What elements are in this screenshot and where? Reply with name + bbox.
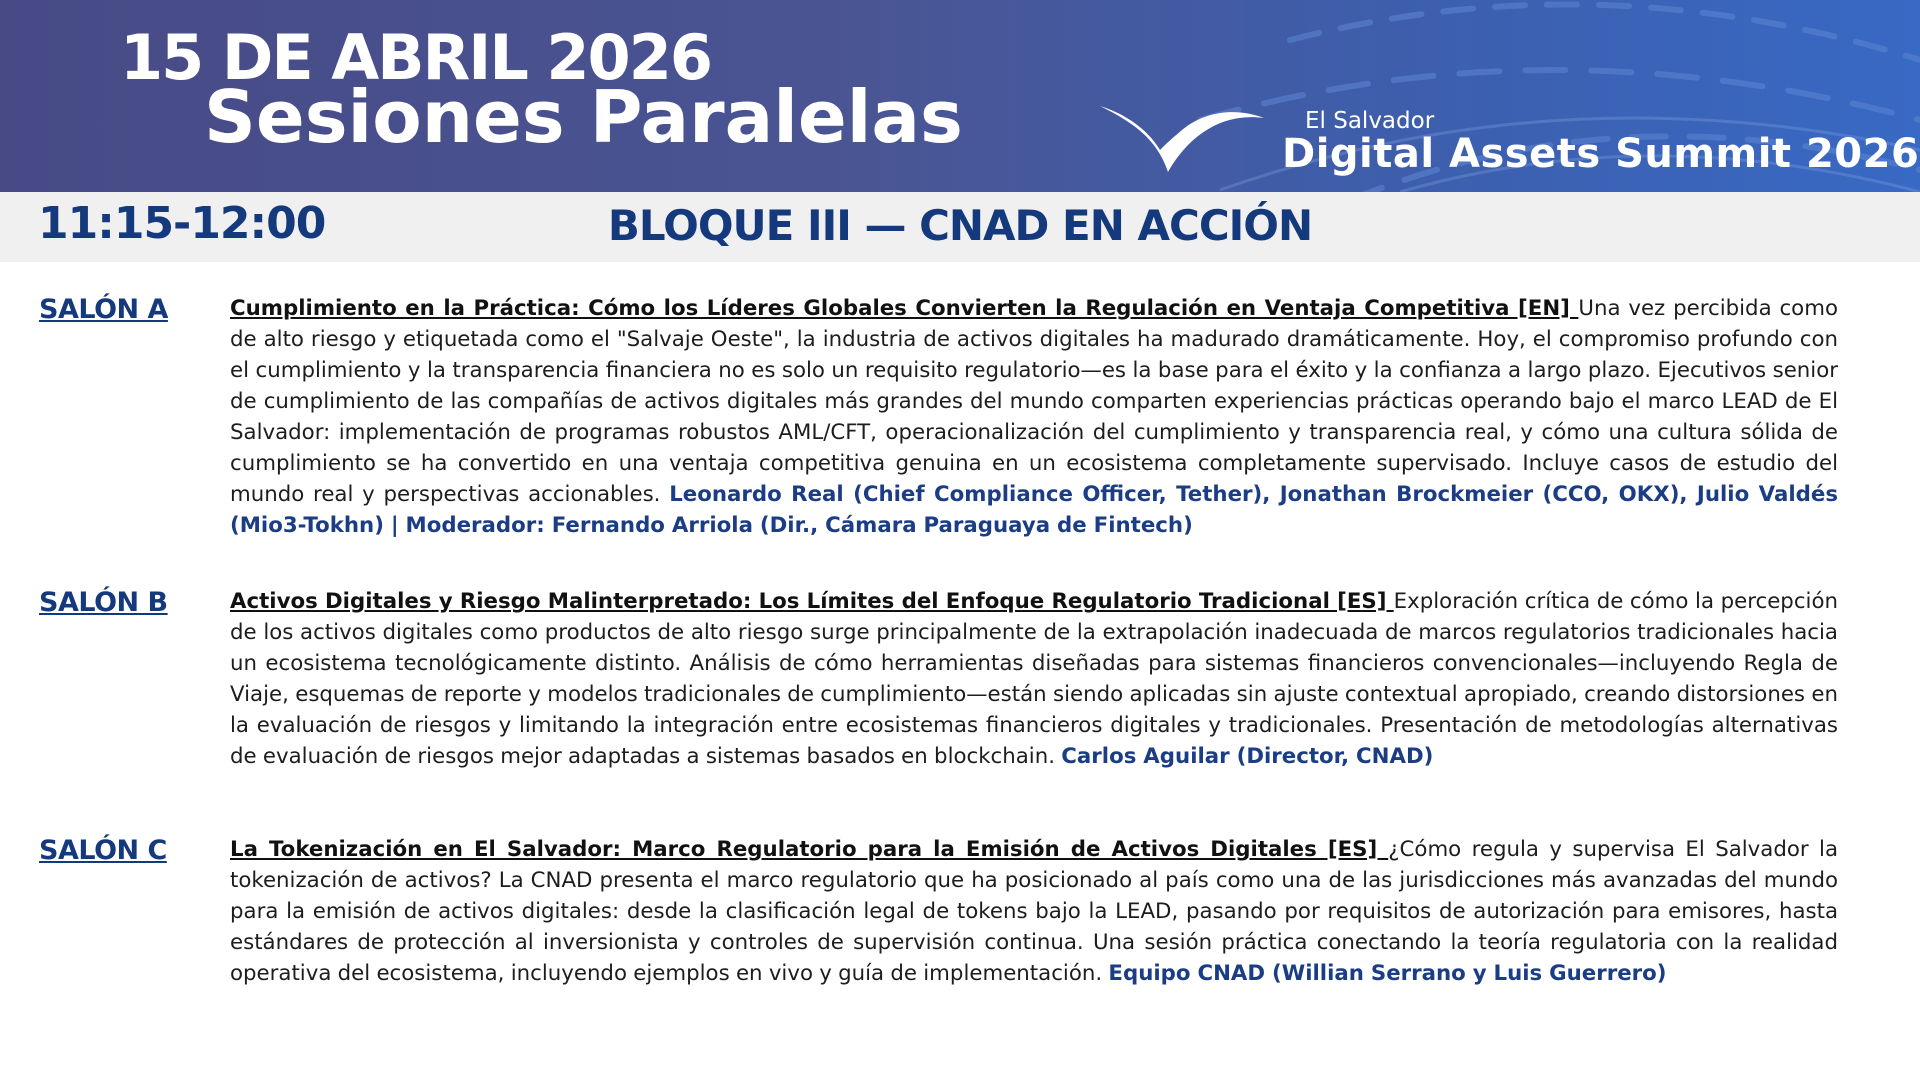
block-title: BLOQUE III — CNAD EN ACCIÓN — [607, 201, 1313, 250]
event-date: 15 DE ABRIL 2026 — [120, 21, 711, 94]
room-label: SALÓN B — [39, 587, 168, 618]
session-title: La Tokenización en El Salvador: Marco Regulatorio para la Emisión de Activos Digitales [ES] — [230, 837, 1389, 862]
session-speakers: Carlos Aguilar (Director, CNAD) — [1061, 744, 1434, 769]
session-text — [230, 586, 1838, 772]
page-title: Sesiones Paralelas — [204, 75, 963, 159]
bird-logo-icon — [1098, 100, 1268, 178]
session-speakers: Leonardo Real (Chief Compliance Officer, Tether), Jonathan Brockmeier (CCO, OKX), Julio Valdés (Mio3-Tokhn) | Moderador: Fernando Arriola (Dir., Cámara Paraguaya de Fintech) — [230, 482, 1838, 538]
header-banner — [0, 0, 1920, 192]
logo-event-name: Digital Assets Summit 2026 — [1282, 131, 1920, 177]
session-title: Activos Digitales y Riesgo Malinterpretado: Los Límites del Enfoque Regulatorio Tradicional [ES] — [230, 589, 1394, 614]
session-title: Cumplimiento en la Práctica: Cómo los Líderes Globales Convierten la Regulación en Ventaja Competitiva [EN] — [230, 296, 1579, 321]
session-speakers: Equipo CNAD (Willian Serrano y Luis Guerrero) — [1108, 961, 1667, 986]
room-label: SALÓN A — [39, 294, 168, 325]
session-time: 11:15-12:00 — [38, 198, 326, 249]
session-description: Una vez percibida como de alto riesgo y etiquetada como el "Salvaje Oeste", la industria de activos digitales ha madurado dramáticamente. Hoy, el compromiso profundo con el cumplimiento y la transparencia financiera no es solo un requisito regulatorio—es la base para el éxito y la confianza a largo plazo. Ejecutivos senior de cumplimiento de las compañías de activos digitales más grandes del mundo comparten experiencias prácticas operando bajo el marco LEAD de El Salvador: implementación de programas robustos AML/CFT, operacionalización del cumplimiento y transparencia real, y cómo una cultura sólida de cumplimiento se ha convertido en una ventaja competitiva genuina en un ecosistema completamente supervisado. Incluye casos de estudio del mundo real y perspectivas accionables. — [230, 296, 1838, 507]
logo-country-text: El Salvador — [1305, 108, 1435, 134]
time-bar — [0, 192, 1920, 262]
room-label: SALÓN C — [39, 835, 167, 866]
session-text — [230, 834, 1838, 989]
session-description: ¿Cómo regula y supervisa El Salvador la tokenización de activos? La CNAD presenta el marco regulatorio que ha posicionado al país como una de las jurisdicciones más avanzadas del mundo para la emisión de activos digitales: desde la clasificación legal de tokens bajo la LEAD, pasando por requisitos de autorización para emisores, hasta estándares de protección al inversionista y controles de supervisión continua. Una sesión práctica conectando la teoría regulatoria con la realidad operativa del ecosistema, incluyendo ejemplos en vivo y guía de implementación. — [230, 837, 1838, 986]
session-description: Exploración crítica de cómo la percepción de los activos digitales como productos de alto riesgo surge principalmente de la extrapolación inadecuada de marcos regulatorios tradicionales hacia un ecosistema tecnológicamente distinto. Análisis de cómo herramientas diseñadas para sistemas financieros convencionales—incluyendo Regla de Viaje, esquemas de reporte y modelos tradicionales de cumplimiento—están siendo aplicadas sin ajuste contextual apropiado, creando distorsiones en la evaluación de riesgos y limitando la integración entre ecosistemas financieros digitales y tradicionales. Presentación de metodologías alternativas de evaluación de riesgos mejor adaptadas a sistemas basados en blockchain. — [230, 589, 1838, 769]
session-text — [230, 293, 1838, 541]
